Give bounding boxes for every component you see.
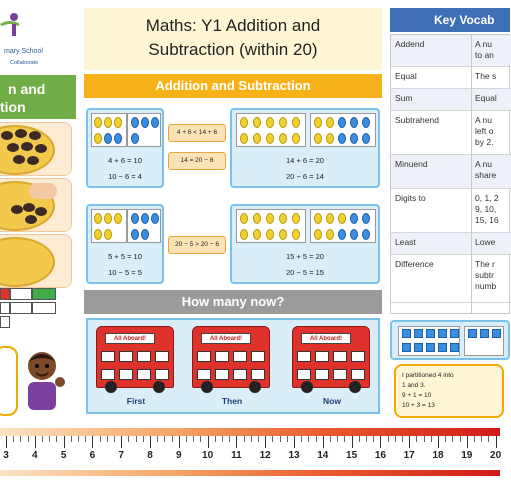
number-line-minor-tick [136, 436, 137, 442]
number-line-tick [467, 436, 468, 448]
number-line-minor-tick [251, 436, 252, 442]
number-line-minor-tick [416, 436, 417, 442]
number-line-minor-tick [28, 436, 29, 442]
number-line-tick [6, 436, 7, 448]
vocab-def: A nu left o by 2. [475, 115, 494, 147]
number-line [0, 420, 500, 500]
number-line-label: 3 [3, 450, 9, 461]
number-line-tick [496, 436, 497, 448]
number-line-minor-tick [316, 436, 317, 442]
note-line: 9 + 1 = 10 [402, 392, 432, 399]
bus-sign: All Aboard! [201, 333, 251, 344]
number-line-minor-tick [49, 436, 50, 442]
vocab-def: A nu share [475, 159, 497, 180]
equation: 20 − 5 = 15 [286, 268, 324, 277]
school-tagline: Collaborate [10, 60, 39, 66]
ten-frame-panel-14-6 [230, 108, 380, 188]
section-header-howmany: How many now? [84, 290, 382, 314]
number-line-minor-tick [20, 436, 21, 442]
number-line-tick [35, 436, 36, 448]
cake-plate-image [0, 122, 72, 176]
number-line-minor-tick [157, 436, 158, 442]
number-line-label: 20 [490, 450, 502, 461]
equation: 4 + 6 = 10 [108, 156, 142, 165]
ten-frame [91, 209, 127, 243]
left-heading-line1: n and [8, 81, 46, 97]
vocab-row [391, 89, 511, 111]
equation: 14 + 6 = 20 [286, 156, 324, 165]
number-line-tick [352, 436, 353, 448]
comparison-card: 14 = 20 − 6 [168, 152, 226, 170]
vocab-term: Minuend [395, 159, 428, 169]
number-line-tick [294, 436, 295, 448]
ten-frame-panel-15-5 [230, 204, 380, 284]
number-line-minor-tick [330, 436, 331, 442]
number-line-minor-tick [481, 436, 482, 442]
note-line: 1 and 3. [402, 382, 426, 389]
equation: 5 + 5 = 10 [108, 252, 142, 261]
number-line-minor-tick [229, 436, 230, 442]
vocab-row [391, 67, 511, 89]
equation: 20 − 6 = 14 [286, 172, 324, 181]
number-line-minor-tick [337, 436, 338, 442]
equation: 10 − 6 = 4 [108, 172, 142, 181]
school-logo [0, 8, 76, 68]
left-section-heading [0, 75, 76, 119]
vocab-row [391, 189, 511, 233]
number-line-minor-tick [344, 436, 345, 442]
bus-then-icon [192, 326, 270, 388]
vocab-def: The s [475, 71, 497, 81]
number-line-minor-tick [366, 436, 367, 442]
number-line-minor-tick [474, 436, 475, 442]
number-line-tick [323, 436, 324, 448]
number-line-label: 11 [231, 450, 242, 461]
ten-frame [91, 113, 127, 147]
vocab-term: Subtrahend [395, 115, 439, 125]
vocab-term: Difference [395, 259, 434, 269]
number-line-tick [64, 436, 65, 448]
number-line-tick [208, 436, 209, 448]
number-line-minor-tick [85, 436, 86, 442]
bus-story-panel [86, 318, 380, 414]
ten-frame [310, 209, 376, 243]
number-line-label: 18 [432, 450, 444, 461]
bus-label-then: Then [221, 396, 243, 406]
number-line-minor-tick [215, 436, 216, 442]
number-line-minor-tick [402, 436, 403, 442]
vocab-def: Equal [475, 93, 497, 103]
number-line-minor-tick [222, 436, 223, 442]
ten-frame [236, 209, 306, 243]
number-line-tick [150, 436, 151, 448]
number-line-label: 4 [32, 450, 38, 461]
comparison-card: 4 + 6 < 14 + 6 [168, 124, 226, 142]
number-line-minor-tick [272, 436, 273, 442]
ten-frame [310, 113, 376, 147]
vocab-row [391, 155, 511, 189]
number-line-minor-tick [143, 436, 144, 442]
number-line-label: 13 [288, 450, 300, 461]
counters-ten-frame [390, 320, 510, 360]
vocab-row [391, 233, 511, 255]
number-line-minor-tick [200, 436, 201, 442]
vocab-def: The r subtr numb [475, 259, 497, 291]
ten-frame-panel-5-5 [86, 204, 164, 284]
vocab-table [390, 34, 510, 314]
number-line-label: 12 [259, 450, 271, 461]
number-line-minor-tick [13, 436, 14, 442]
empty-plate-image [0, 234, 72, 288]
number-line-tick [409, 436, 410, 448]
ten-frame-panel-4-6 [86, 108, 164, 188]
number-line-minor-tick [424, 436, 425, 442]
partition-note [394, 364, 504, 418]
left-heading-line2: tion [0, 99, 26, 115]
vocab-term: Equal [395, 71, 417, 81]
title-line2: Subtraction (within 20) [148, 40, 318, 59]
number-line-label: 7 [118, 450, 124, 461]
number-line-tick [179, 436, 180, 448]
number-line-tick [121, 436, 122, 448]
vocab-row [391, 35, 511, 67]
ten-frame [127, 209, 161, 243]
number-line-label: 19 [461, 450, 473, 461]
number-line-minor-tick [373, 436, 374, 442]
title-line1: Maths: Y1 Addition and [145, 16, 321, 35]
speech-bubble [0, 346, 18, 416]
number-line-tick [236, 436, 237, 448]
number-line-tick [380, 436, 381, 448]
section-header-addsub: Addition and Subtraction [84, 74, 382, 98]
bus-now-icon [292, 326, 370, 388]
ten-frame [127, 113, 161, 147]
ten-frame [236, 113, 306, 147]
number-line-label: 16 [374, 450, 386, 461]
number-line-minor-tick [280, 436, 281, 442]
number-line-minor-tick [107, 436, 108, 442]
vocab-row [391, 255, 511, 303]
number-line-label: 8 [147, 450, 153, 461]
vocab-heading: Key Vocab [390, 8, 510, 32]
school-name: mary School [4, 48, 43, 55]
number-line-minor-tick [114, 436, 115, 442]
bus-sign: All Aboard! [105, 333, 155, 344]
bus-sign: All Aboard! [301, 333, 351, 344]
cake-plate-hand-image [0, 178, 72, 232]
number-line-label: 14 [317, 450, 329, 461]
number-line-label: 17 [403, 450, 415, 461]
number-line-minor-tick [56, 436, 57, 442]
number-line-minor-tick [488, 436, 489, 442]
number-line-minor-tick [431, 436, 432, 442]
number-line-minor-tick [78, 436, 79, 442]
number-line-minor-tick [244, 436, 245, 442]
number-line-label: 10 [202, 450, 214, 461]
vocab-term: Sum [395, 93, 413, 103]
vocab-def: 0, 1, 2 9, 10, 15, 16 [475, 193, 499, 225]
child-illustration-icon [20, 348, 66, 410]
vocab-def: A nu to an [475, 39, 494, 60]
number-line-minor-tick [186, 436, 187, 442]
comparison-card: 20 − 5 > 20 − 6 [168, 236, 226, 254]
vocab-term: Addend [395, 39, 425, 49]
page-title [84, 8, 382, 70]
number-line-minor-tick [100, 436, 101, 442]
number-line-minor-tick [172, 436, 173, 442]
number-line-minor-tick [452, 436, 453, 442]
number-line-minor-tick [359, 436, 360, 442]
number-line-minor-tick [287, 436, 288, 442]
number-line-label: 15 [346, 450, 358, 461]
number-line-label: 5 [60, 450, 67, 461]
bus-label-first: First [126, 396, 146, 406]
number-line-tick [438, 436, 439, 448]
number-line-label: 9 [176, 450, 182, 461]
number-line-label: 6 [89, 450, 96, 461]
person-logo-icon [0, 12, 20, 36]
vocab-def: Lowe [475, 237, 496, 247]
number-line-tick [92, 436, 93, 448]
number-line-minor-tick [164, 436, 165, 442]
note-line: I partitioned 4 into [402, 372, 454, 379]
number-line-minor-tick [71, 436, 72, 442]
number-line-minor-tick [193, 436, 194, 442]
number-line-bar [0, 428, 500, 436]
number-line-bar-bottom [0, 470, 500, 476]
bar-model-grid [0, 288, 56, 328]
number-line-minor-tick [301, 436, 302, 442]
number-line-minor-tick [395, 436, 396, 442]
note-line: 10 + 3 = 13 [402, 402, 435, 409]
vocab-term: Least [395, 237, 416, 247]
vocab-row [391, 111, 511, 155]
number-line-minor-tick [388, 436, 389, 442]
number-line-minor-tick [258, 436, 259, 442]
number-line-tick [265, 436, 266, 448]
number-line-minor-tick [42, 436, 43, 442]
bus-label-now: Now [323, 396, 341, 406]
ten-frame [398, 326, 460, 356]
number-line-minor-tick [308, 436, 309, 442]
number-line-minor-tick [128, 436, 129, 442]
equation: 15 + 5 = 20 [286, 252, 324, 261]
number-line-minor-tick [445, 436, 446, 442]
bus-first-icon [96, 326, 174, 388]
equation: 10 − 5 = 5 [108, 268, 142, 277]
vocab-term: Digits to [395, 193, 426, 203]
number-line-minor-tick [460, 436, 461, 442]
ten-frame [464, 326, 504, 356]
